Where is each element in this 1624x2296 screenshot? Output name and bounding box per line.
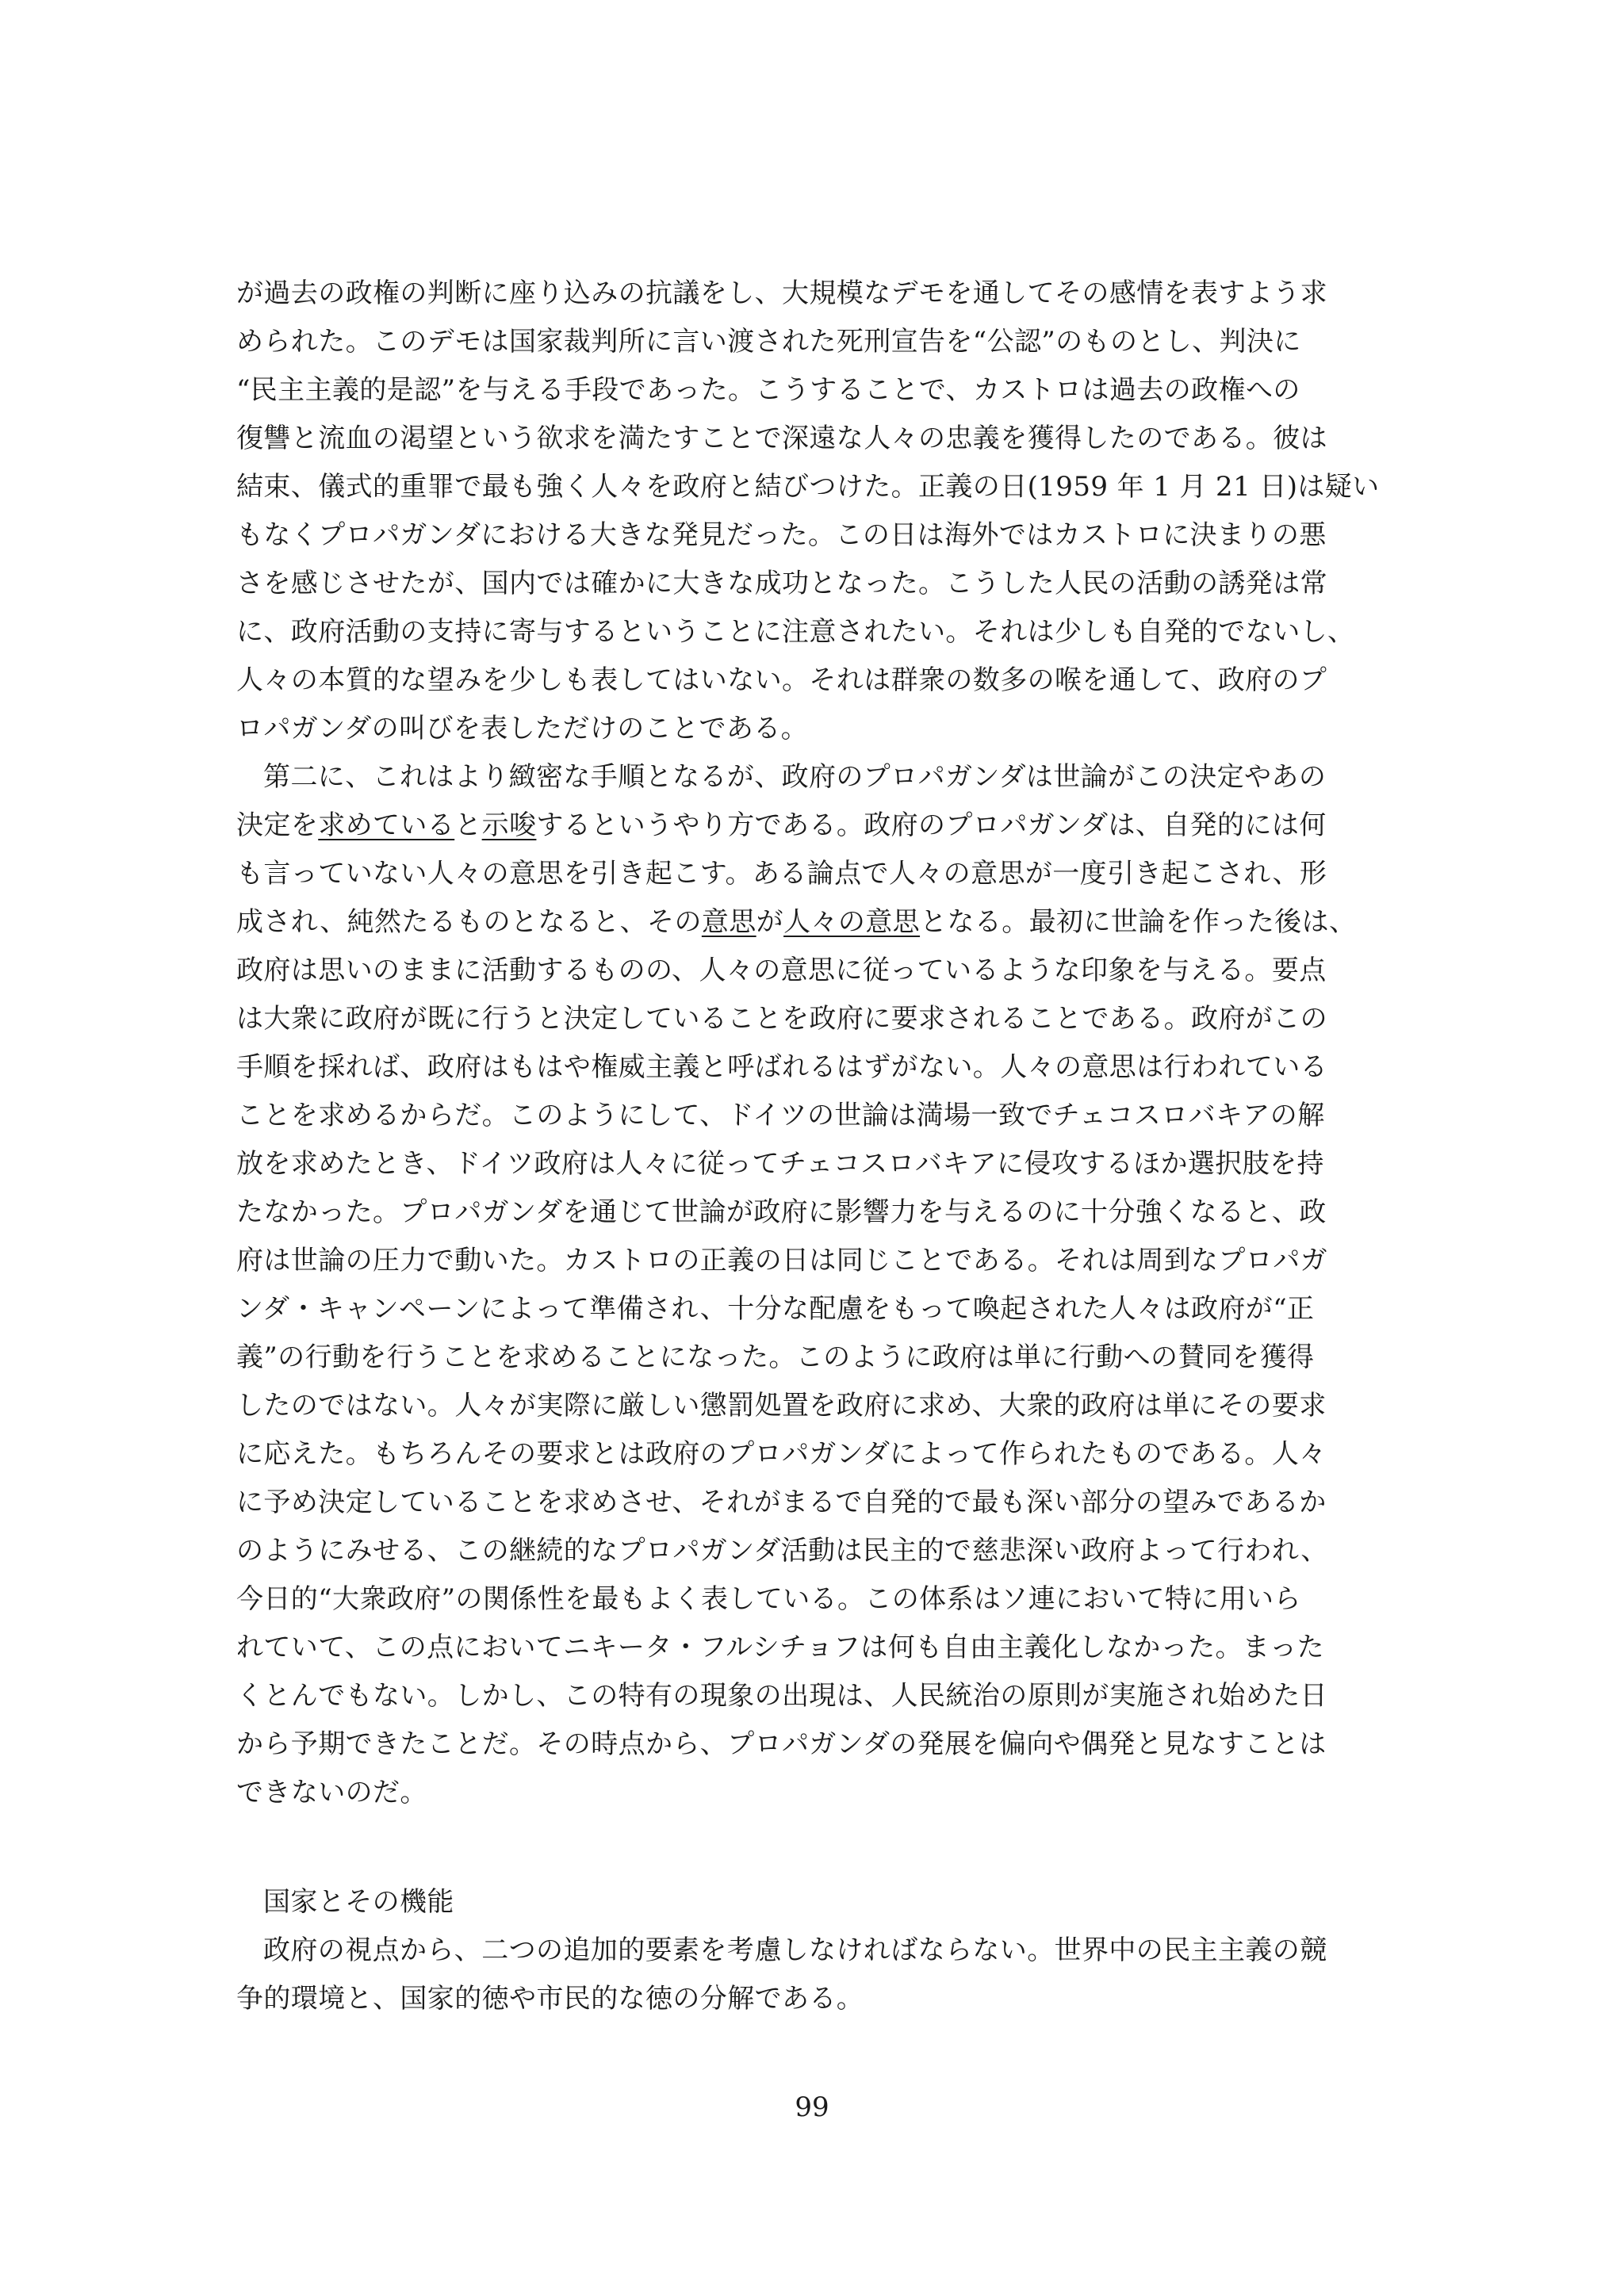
text-line: ことを求めるからだ。このようにして、ドイツの世論は満場一致でチェコスロバキアの解: [236, 1100, 1325, 1131]
text-line: 政府は思いのままに活動するものの、人々の意思に従っているような印象を与える。要点: [236, 955, 1327, 986]
text-line: 政府の視点から、二つの追加的要素を考慮しなければならない。世界中の民主主義の競: [263, 1934, 1327, 1966]
text-line: さを感じさせたが、国内では確かに大きな成功となった。こうした人民の活動の誘発は常: [236, 568, 1327, 599]
text-line: が過去の政権の判断に座り込みの抗議をし、大規模なデモを通してその感情を表すよう求: [236, 277, 1327, 309]
text-line: から予期できたことだ。その時点から、プロパガンダの発展を偏向や偶発と見なすことは: [236, 1728, 1327, 1760]
text-line: に応えた。もちろんその要求とは政府のプロパガンダによって作られたものである。人々: [236, 1438, 1327, 1470]
text-line: くとんでもない。しかし、この特有の現象の出現は、人民統治の原則が実施され始めた日: [236, 1680, 1327, 1712]
text-line: のようにみせる、この継続的なプロパガンダ活動は民主的で慈悲深い政府よって行われ、: [236, 1535, 1328, 1567]
text-segment: 決定を: [236, 809, 319, 841]
text-line: [236, 898, 1388, 947]
text-line: 第二に、これはより緻密な手順となるが、政府のプロパガンダは世論がこの決定やあの: [263, 761, 1327, 793]
section-heading: 国家とその機能: [263, 1886, 454, 1918]
text-line: もなくプロパガンダにおける大きな発見だった。この日は海外ではカストロに決まりの悪: [236, 519, 1327, 551]
text-line: れていて、この点においてニキータ・フルシチョフは何も自由主義化しなかった。まった: [236, 1632, 1325, 1663]
text-line: ンダ・キャンペーンによって準備され、十分な配慮をもって喚起された人々は政府が“正: [236, 1293, 1315, 1325]
text-line: たなかった。プロパガンダを通じて世論が政府に影響力を与えるのに十分強くなると、政: [236, 1196, 1327, 1228]
text-line: できないのだ。: [236, 1777, 427, 1808]
text-line: したのではない。人々が実際に厳しい懲罰処置を政府に求め、大衆的政府は単にその要求: [236, 1390, 1327, 1422]
paragraph-2: [236, 753, 1388, 1817]
page-number: 99: [795, 2091, 829, 2123]
section-gap: [236, 1817, 1388, 1878]
text-line: 人々の本質的な望みを少しも表してはいない。それは群衆の数多の喉を通して、政府のプ: [236, 664, 1327, 696]
text-segment: と: [454, 809, 482, 841]
text-segment: が: [756, 906, 784, 938]
text-line: 放を求めたとき、ドイツ政府は人々に従ってチェコスロバキアに侵攻するほか選択肢を持: [236, 1148, 1324, 1180]
text-segment: 成され、純然たるものとなると、その: [236, 906, 702, 938]
underlined-text: 人々の意思: [783, 906, 921, 938]
text-line: に予め決定していることを求めさせ、それがまるで自発的で最も深い部分の望みであるか: [236, 1487, 1327, 1518]
text-segment: するというやり方である。政府のプロパガンダは、自発的には何: [536, 809, 1327, 841]
underlined-text: 求めている: [318, 809, 455, 841]
text-line: 手順を採れば、政府はもはや権威主義と呼ばれるはずがない。人々の意思は行われている: [236, 1051, 1327, 1083]
body-text: [236, 270, 1388, 2023]
text-line: [236, 802, 1388, 850]
section: [236, 1878, 1388, 2023]
text-line: 復讐と流血の渇望という欲求を満たすことで深遠な人々の忠義を獲得したのである。彼は: [236, 423, 1327, 454]
underlined-text: 意思: [701, 906, 756, 938]
text-line: められた。このデモは国家裁判所に言い渡された死刑宣告を“公認”のものとし、判決に: [236, 326, 1301, 358]
text-segment: となる。最初に世論を作った後は、: [920, 906, 1357, 938]
underlined-text: 示唆: [481, 809, 537, 841]
text-line: 府は世論の圧力で動いた。カストロの正義の日は同じことである。それは周到なプロパガ: [236, 1245, 1327, 1276]
text-line: 争的環境と、国家的徳や市民的な徳の分解である。: [236, 1983, 864, 2015]
text-line: “民主主義的是認”を与える手段であった。こうすることで、カストロは過去の政権への: [236, 374, 1300, 406]
text-line: ロパガンダの叫びを表しただけのことである。: [236, 713, 809, 744]
text-line: 今日的“大衆政府”の関係性を最もよく表している。この体系はソ連において特に用いら: [236, 1583, 1301, 1615]
text-line: は大衆に政府が既に行うと決定していることを政府に要求されることである。政府がこの: [236, 1003, 1327, 1035]
text-line: 結束、儀式的重罪で最も強く人々を政府と結びつけた。正義の日(1959 年 1 月 21 日)は疑い: [236, 471, 1380, 503]
text-line: に、政府活動の支持に寄与するということに注意されたい。それは少しも自発的でないし、: [236, 616, 1355, 648]
text-line: 義”の行動を行うことを求めることになった。このように政府は単に行動への賛同を獲得: [236, 1341, 1315, 1373]
paragraph-1: [236, 270, 1388, 753]
text-line: も言っていない人々の意思を引き起こす。ある論点で人々の意思が一度引き起こされ、形: [236, 858, 1327, 890]
